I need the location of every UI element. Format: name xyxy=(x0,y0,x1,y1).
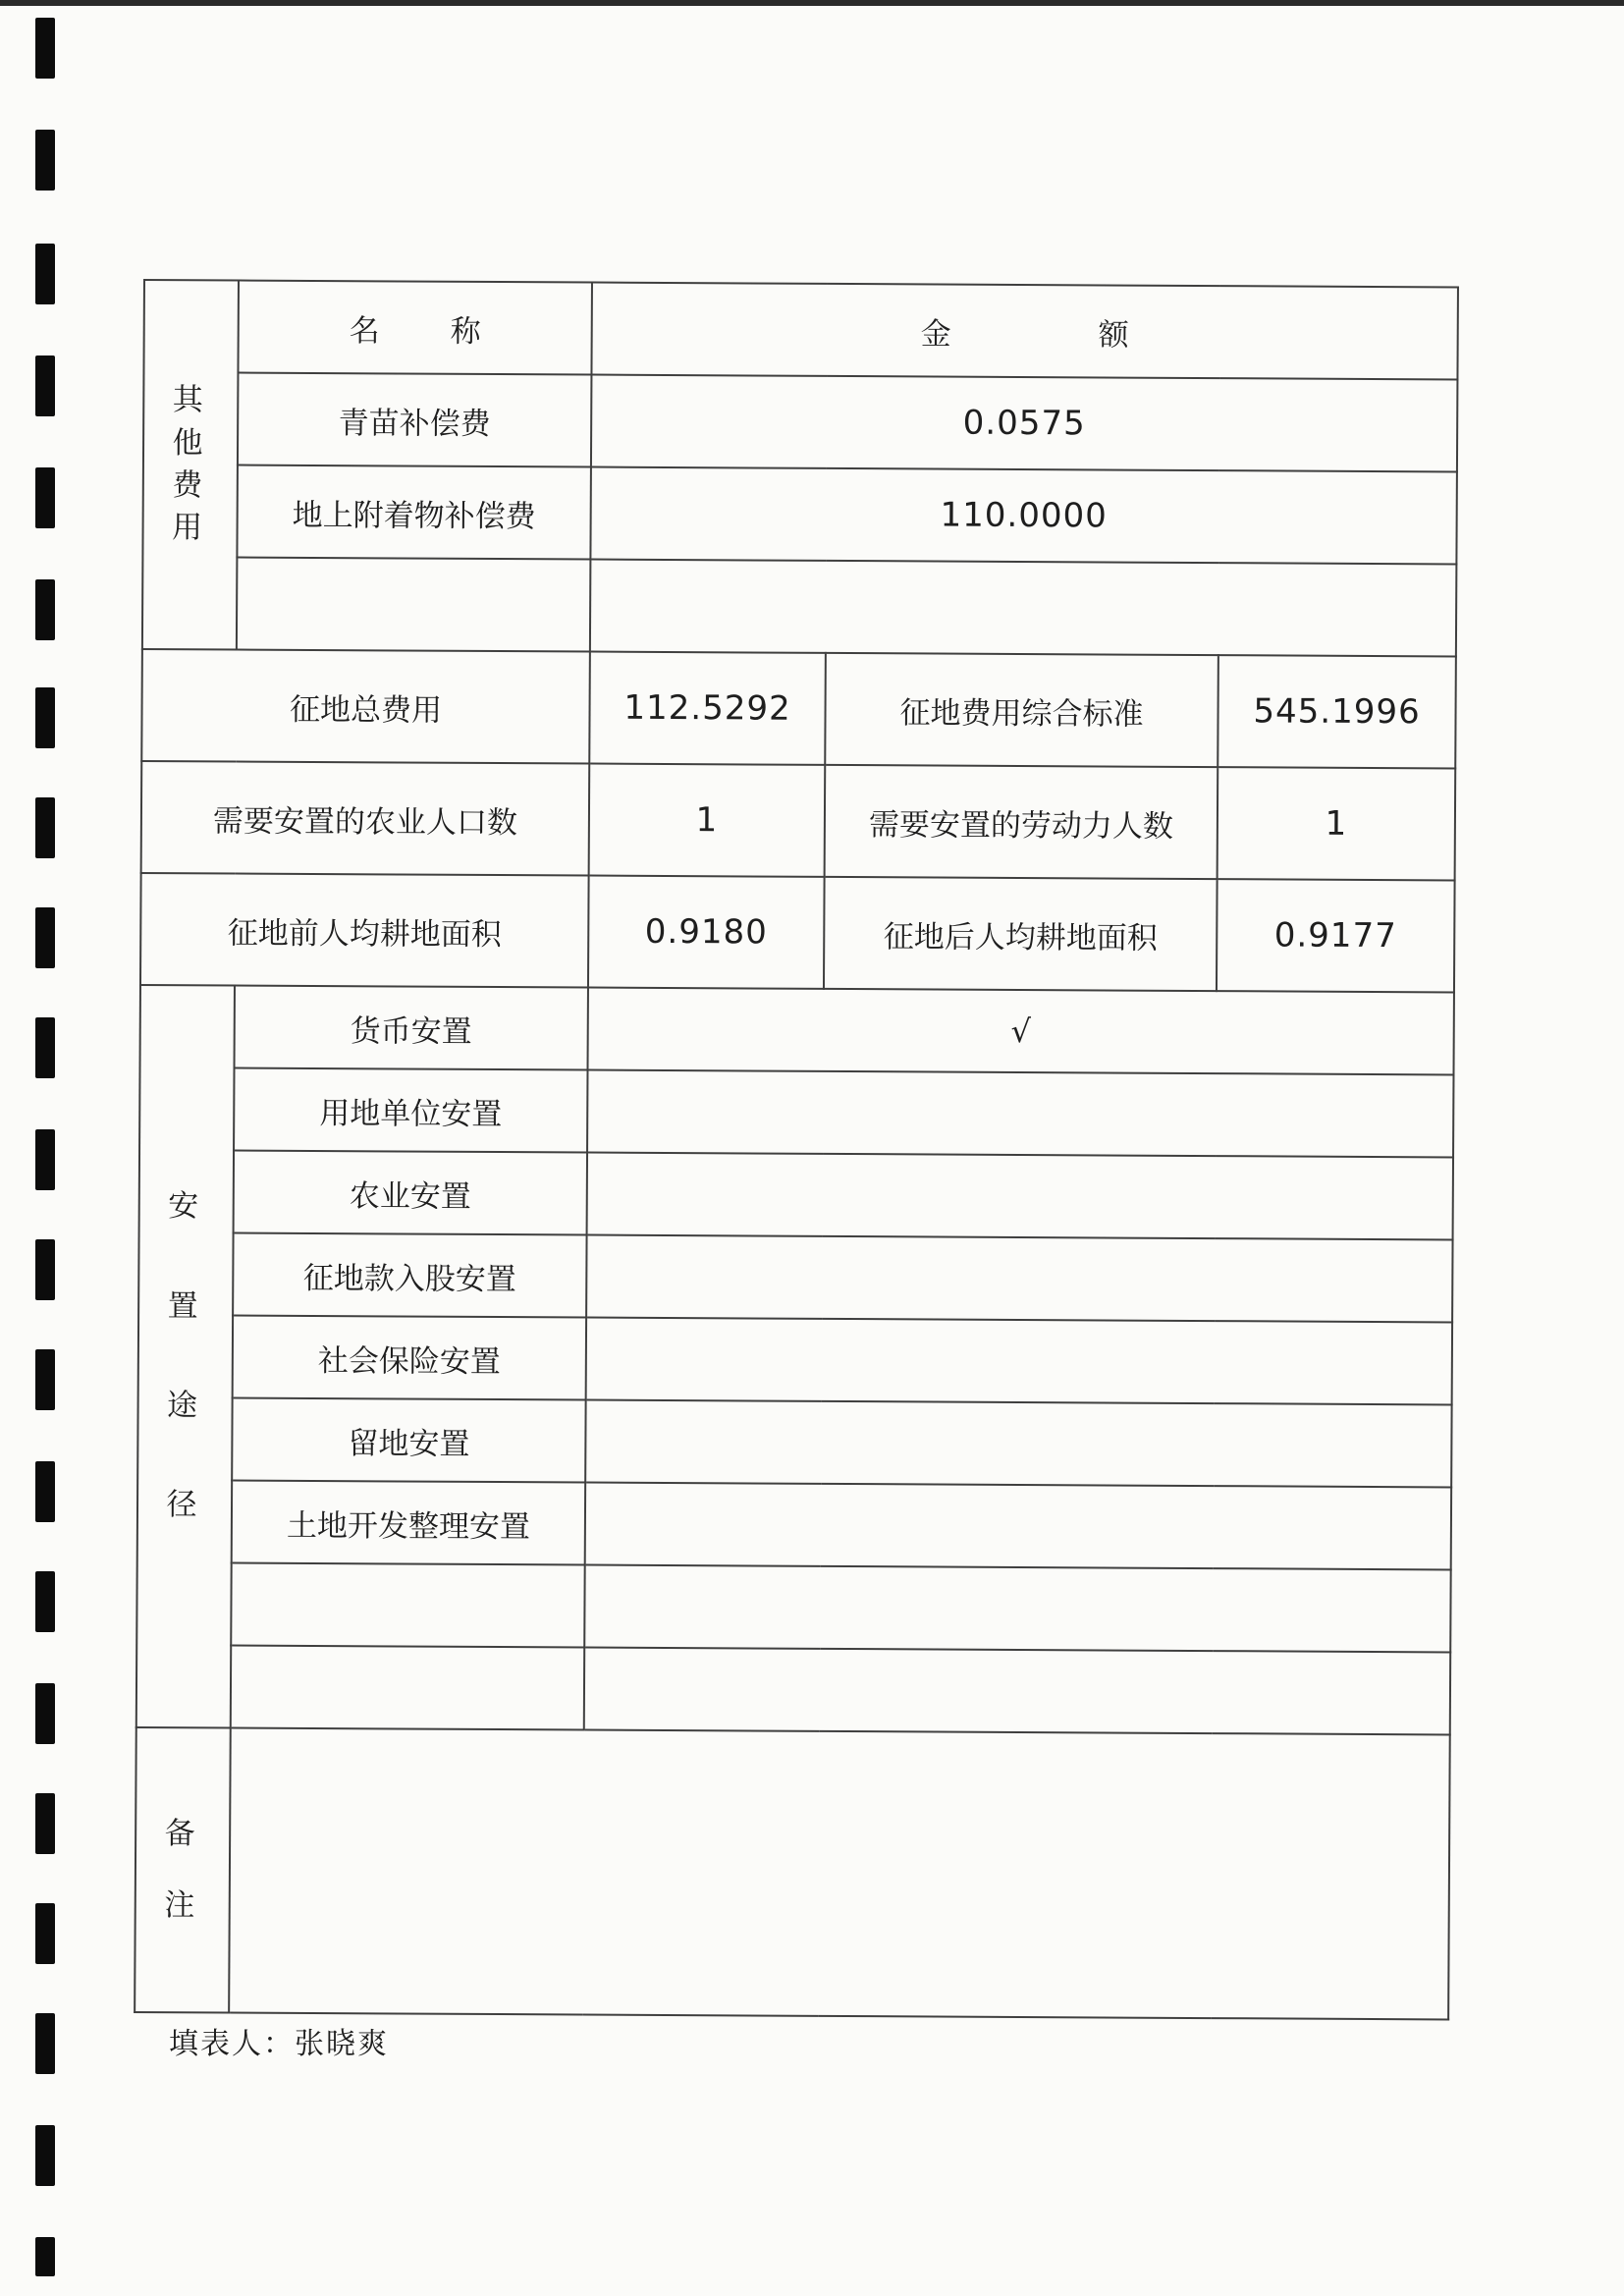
fee-amount: 0.0575 xyxy=(591,375,1458,472)
section-label-char: 费 xyxy=(172,467,209,504)
summary-value-left: 0.9180 xyxy=(588,876,825,989)
resettlement-mark xyxy=(587,1153,1453,1240)
resettlement-row xyxy=(138,1315,1452,1404)
summary-label-left: 需要安置的农业人口数 xyxy=(141,761,590,876)
binding-hole xyxy=(35,687,55,748)
resettlement-row xyxy=(137,1397,1451,1487)
summary-label-right: 征地费用综合标准 xyxy=(825,653,1218,767)
notes-section-label: 备 注 xyxy=(135,1727,231,2013)
section-label-char: 其 xyxy=(172,382,209,418)
summary-label-right: 征地后人均耕地面积 xyxy=(824,877,1218,991)
summary-value-right: 545.1996 xyxy=(1218,655,1456,768)
binding-hole xyxy=(35,2013,55,2074)
fee-name xyxy=(237,558,591,652)
resettlement-row xyxy=(139,1150,1453,1239)
summary-value-left: 1 xyxy=(589,764,826,877)
page-top-edge xyxy=(0,0,1624,6)
summary-label-left: 征地前人均耕地面积 xyxy=(140,873,589,988)
summary-value-right: 1 xyxy=(1218,767,1456,880)
resettlement-row xyxy=(138,1232,1452,1322)
land-acquisition-form-table xyxy=(134,279,1459,2020)
resettlement-check-mark: √ xyxy=(588,988,1454,1075)
summary-row xyxy=(140,873,1455,992)
binding-hole xyxy=(35,1239,55,1300)
binding-hole xyxy=(35,1571,55,1632)
resettlement-mark xyxy=(584,1565,1450,1653)
resettlement-name: 征地款入股安置 xyxy=(233,1233,586,1318)
binding-hole xyxy=(35,1129,55,1190)
resettlement-mark xyxy=(587,1070,1453,1158)
section-label-char: 用 xyxy=(171,510,209,546)
section-label-char: 他 xyxy=(172,424,209,461)
summary-value-left: 112.5292 xyxy=(589,652,826,765)
resettlement-name: 用地单位安置 xyxy=(234,1068,587,1153)
resettlement-name: 货币安置 xyxy=(235,986,588,1070)
binding-hole xyxy=(35,130,55,191)
summary-label-left: 征地总费用 xyxy=(141,649,590,764)
resettlement-section-label: 安 置 途 径 xyxy=(136,985,235,1728)
fee-row-empty xyxy=(142,557,1457,656)
binding-hole xyxy=(35,1461,55,1522)
resettlement-row xyxy=(137,1480,1451,1569)
binding-hole xyxy=(35,907,55,968)
header-name: 名称 xyxy=(238,281,592,375)
binding-hole xyxy=(35,467,55,528)
fee-name: 地上附着物补偿费 xyxy=(237,465,591,560)
resettlement-name: 留地安置 xyxy=(232,1398,585,1483)
binding-hole xyxy=(35,2237,55,2276)
binding-hole xyxy=(35,1793,55,1854)
resettlement-mark xyxy=(586,1235,1452,1323)
summary-label-right: 需要安置的劳动力人数 xyxy=(825,765,1218,879)
binding-hole xyxy=(35,355,55,416)
fee-amount xyxy=(590,560,1457,657)
summary-row xyxy=(141,649,1456,768)
binding-hole xyxy=(35,1903,55,1964)
fee-amount: 110.0000 xyxy=(590,467,1457,565)
summary-row xyxy=(141,761,1456,880)
fee-row xyxy=(143,372,1458,471)
filler-name: 张晓爽 xyxy=(295,2027,389,2061)
other-fees-header-row xyxy=(143,280,1458,379)
resettlement-mark xyxy=(585,1483,1451,1570)
resettlement-row xyxy=(140,985,1454,1074)
binding-hole xyxy=(35,18,55,79)
fee-row xyxy=(142,465,1457,564)
filler-label: 填表人： xyxy=(169,2027,295,2061)
header-amount: 金额 xyxy=(591,283,1458,380)
notes-content xyxy=(229,1728,1450,2020)
resettlement-mark xyxy=(584,1648,1450,1735)
resettlement-name xyxy=(231,1563,584,1648)
resettlement-row-empty xyxy=(136,1645,1450,1734)
resettlement-name: 社会保险安置 xyxy=(233,1316,586,1400)
resettlement-mark xyxy=(585,1400,1451,1488)
resettlement-row-empty xyxy=(136,1562,1450,1652)
binding-holes xyxy=(0,0,79,2296)
summary-value-right: 0.9177 xyxy=(1217,879,1455,992)
binding-hole xyxy=(35,1017,55,1078)
resettlement-name: 土地开发整理安置 xyxy=(232,1481,585,1565)
binding-hole xyxy=(35,244,55,304)
binding-hole xyxy=(35,797,55,858)
binding-hole xyxy=(35,1349,55,1410)
resettlement-row xyxy=(139,1067,1453,1157)
resettlement-name: 农业安置 xyxy=(234,1151,587,1235)
binding-hole xyxy=(35,2125,55,2186)
resettlement-name xyxy=(231,1646,584,1730)
notes-row xyxy=(135,1727,1450,2019)
binding-hole xyxy=(35,1683,55,1744)
form-filler xyxy=(169,2019,389,2062)
fee-name: 青苗补偿费 xyxy=(238,373,592,467)
binding-hole xyxy=(35,579,55,640)
resettlement-mark xyxy=(586,1318,1452,1405)
other-fees-section-label xyxy=(142,280,239,650)
